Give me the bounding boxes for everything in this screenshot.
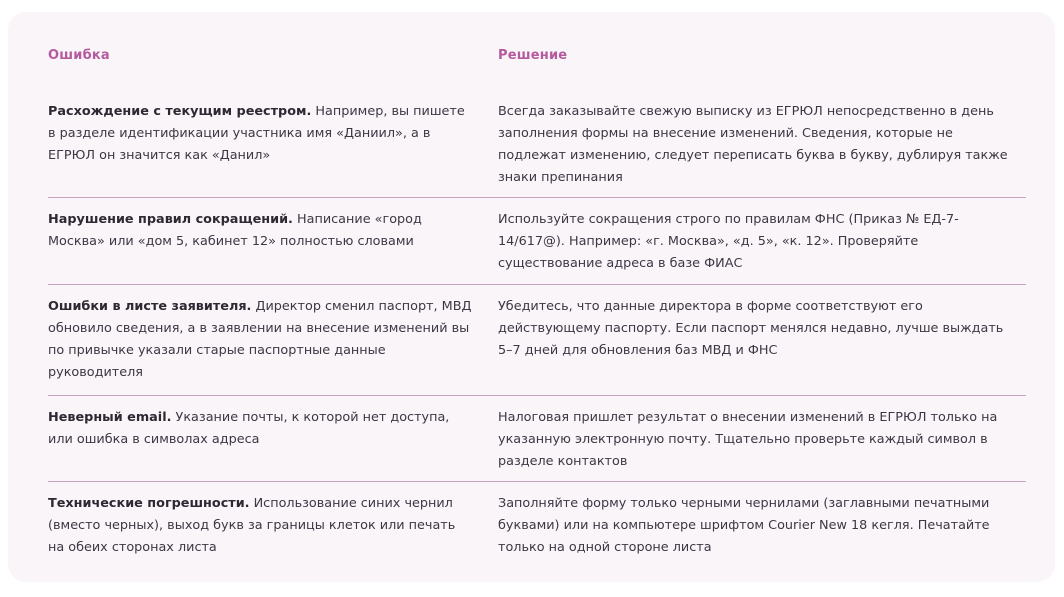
table-header [48, 44, 1026, 98]
error-title: Расхождение с текущим реестром. [48, 104, 312, 119]
error-cell [48, 407, 498, 481]
error-description: Использование синих чернил (вместо черных), выход букв за границы клеток или печать на обеих сторонах листа [48, 496, 456, 555]
error-title: Нарушение правил сокращений. [48, 212, 293, 227]
errors-table [48, 44, 1026, 568]
error-description: Написание «город Москва» или «дом 5, кабинет 12» полностью словами [48, 212, 422, 249]
error-title: Неверный email. [48, 410, 172, 425]
solution-cell: Убедитесь, что данные директора в форме соответствуют его действующему паспорту. Если паспорт менялся недавно, лучше выждать 5–7 дней для обновления баз МВД и ФНС [498, 299, 1004, 358]
solution-cell: Заполняйте форму только черными чернилами (заглавными печатными буквами) или на компьютере шрифтом Courier New 18 кегля. Печатайте только на одной стороне листа [498, 496, 990, 555]
solution-cell: Налоговая пришлет результат о внесении изменений в ЕГРЮЛ только на указанную электронную почту. Тщательно проверьте каждый символ в разделе контактов [498, 410, 998, 469]
error-title: Ошибки в листе заявителя. [48, 299, 252, 314]
solution-cell: Всегда заказывайте свежую выписку из ЕГРЮЛ непосредственно в день заполнения формы на внесение изменений. Сведения, которые не подлежат изменению, следует переписать буква в букву, дублируя также знаки препинания [498, 104, 1008, 185]
solution-column-header: Решение [498, 48, 568, 63]
error-description: Директор сменил паспорт, МВД обновило сведения, а в заявлении на внесение изменений вы по привычке указали старые паспортные данные руководителя [48, 299, 472, 380]
error-column-header: Ошибка [48, 48, 110, 63]
solution-cell: Используйте сокращения строго по правилам ФНС (Приказ № ЕД-7-14/617@). Например: «г. Москва», «д. 5», «к. 12». Проверяйте существование адреса в базе ФИАС [498, 212, 959, 271]
error-description: Указание почты, к которой нет доступа, или ошибка в символах адреса [48, 410, 450, 447]
error-title: Технические погрешности. [48, 496, 250, 511]
table-row [48, 482, 1026, 568]
error-cell [48, 493, 498, 568]
error-cell [48, 101, 498, 197]
error-cell [48, 209, 498, 284]
table-row [48, 285, 1026, 396]
error-cell [48, 296, 498, 395]
error-description: Например, вы пишете в разделе идентификации участника имя «Даниил», а в ЕГРЮЛ он значится как «Данил» [48, 104, 465, 163]
table-row [48, 98, 1026, 198]
table-row [48, 396, 1026, 482]
errors-table-card [8, 12, 1055, 582]
table-row [48, 198, 1026, 285]
